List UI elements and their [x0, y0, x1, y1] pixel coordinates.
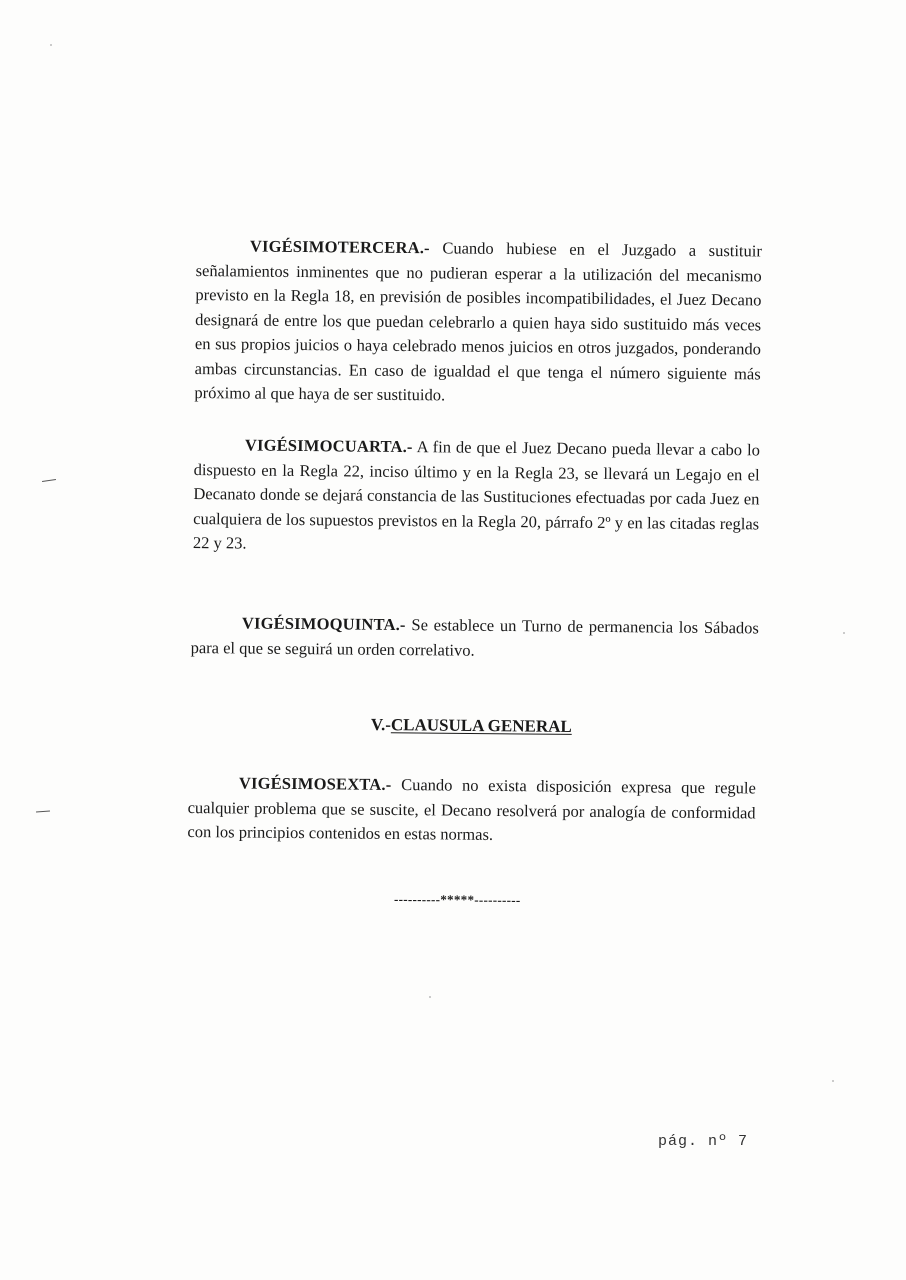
clause-body: Cuando no exista disposición expresa que regule cualquier problema que se suscite, el Decano resolverá por analogía de conformidad con los principios contenidos en estas normas.	[187, 775, 756, 844]
margin-mark	[36, 811, 50, 813]
section-title: CLAUSULA GENERAL	[390, 715, 572, 736]
section-heading	[371, 715, 572, 737]
clause-vigesimocuarta	[193, 433, 760, 561]
clause-vigesimosexta	[187, 771, 756, 850]
scan-speck	[832, 1080, 834, 1082]
clause-vigesimoquinta	[191, 611, 759, 665]
margin-mark	[42, 479, 56, 482]
clause-body: Cuando hubiese en el Juzgado a sustituir señalamientos inminentes que no pudieran esperar a la utilización del mecanismo previsto en la Regla 18, en previsión de posibles incompatibilidades, el Juez Decano designará de entre los que puedan celebrarlo a quien haya sido sustituido más veces en sus propios juicios o haya celebrado menos juicios en otros juzgados, ponderando ambas circunstancias. En caso de igualdad el que tenga el número siguiente más próximo al que haya de ser sustituido.	[194, 238, 762, 405]
separator-line: ----------*****----------	[393, 891, 521, 908]
section-prefix: V.-	[370, 715, 391, 735]
clause-vigesimotercera	[194, 234, 762, 411]
scan-speck	[50, 44, 52, 46]
clause-heading: VIGÉSIMOTERCERA.-	[249, 236, 430, 258]
clause-heading: VIGÉSIMOSEXTA.-	[238, 773, 392, 794]
clause-heading: VIGÉSIMOCUARTA.-	[244, 435, 413, 457]
scan-speck	[429, 996, 431, 998]
scan-speck	[843, 632, 845, 634]
clause-heading: VIGÉSIMOQUINTA.-	[241, 613, 406, 635]
clause-body: A fin de que el Juez Decano pueda llevar a cabo lo dispuesto en la Regla 22, inciso último y en la Regla 23, se llevará un Legajo en el Decanato donde se dejará constancia de las Sustituciones efectuadas por cada Juez en cualquiera de los supuestos previstos en la Regla 20, párrafo 2º y en las citadas reglas 22 y 23.	[192, 437, 760, 553]
clause-body: Se establece un Turno de permanencia los Sábados para el que se seguirá un orden correlativo.	[190, 615, 759, 660]
page-number: pág. nº 7	[658, 1133, 749, 1150]
